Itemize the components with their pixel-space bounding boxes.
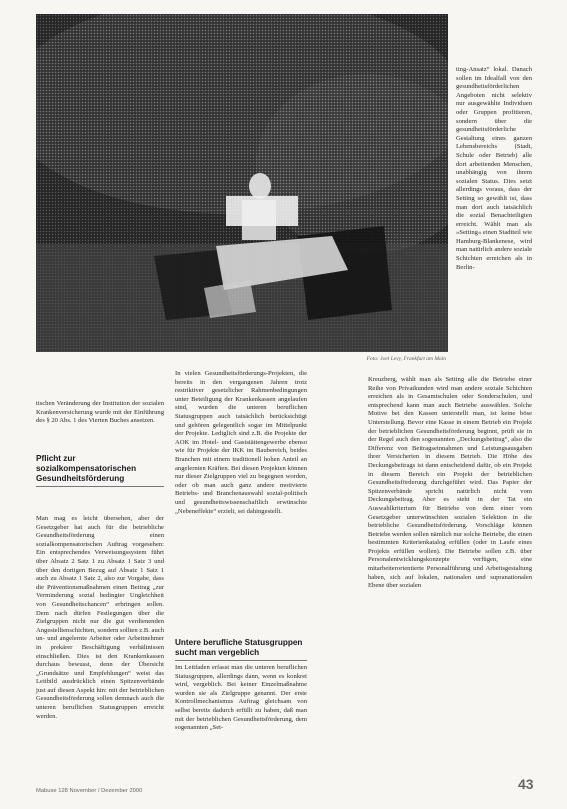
section-heading-1: Pflicht zur sozialkompensatorischen Gesundheitsförderung [36, 454, 164, 487]
column-2-body [175, 370, 307, 516]
photo-illustration [36, 14, 448, 352]
paragraph: Im Leitfaden erfasst man die unteren beruflichen Statusgruppen, allerdings dann, wenn es konkret wird, vergeblich. Bei keiner Einzelmaßnahme wurden sie als Zielgruppe genannt. Der erste Kontrollmechanismus Auftrag gleichsam von selbst bereits dadurch erfüllt zu haben, daß man mit der betrieblichen Gesundheitsförderung, dem sogenannten „Set- [175, 664, 307, 732]
photo-credit: Foto: Joel Levy, Frankfurt am Main [366, 356, 446, 362]
column-1-intro [36, 400, 164, 426]
page-number: 43 [518, 776, 534, 792]
newspaper-reader-photo [36, 14, 448, 352]
paragraph: Kreuzberg, wählt man als Setting alle die Betriebe einer Reihe von Privatkunden wird man andere soziale Schichten erreichen als in Gesamtschulen oder Sonderschulen, und entsprechend kann man auch Betriebe auswählen. Solche Motive bei den Kassen unterstellt man, ist keine böse Unterstellung. Bevor eine Kasse in einem Betrieb ein Projekt der betrieblichen Gesundheitsförderung beginnt, prüft sie in der Regel auch den sogenannten „Deckungsbeitrag“, also die Differenz von Beitragseinnahmen und Leistungsausgaben ihrer Versicherten in diesem Betrieb. Die Höhe des Deckungsbeitrags ist dann entscheidend dafür, ob ein Projekt in diesem Bereich ein Projekt der betrieblichen Gesundheitsförderung durchgeführt wird. Das Papier der Spitzenverbände spricht natürlich nicht vom Deckungsbeitrag. Aber es steht in der Tat ein Auswahlkriterium für Betriebe von dem einer vom Gesetzgeber unterwünschten sozialen Selektion in die betriebliche Gesundheitsförderung. Vorschläge können Betriebe werden sollen nämlich nur solche Betriebe, die einen bestimmten Kriterienkatalog erfüllen (oder in Laufe eines Projekts erfüllen wollen). Die Betriebe sollen z.B. über Personalentwicklungskonzepte verfügen, eine mitarbeiterorientierte Personalführung und Arbeitsgestaltung haben, sich auf lokalen, nationalen und supranationalen Ebene über sozialen [368, 376, 532, 590]
column-1-body [36, 515, 164, 721]
column-3-body [368, 376, 532, 591]
page-footer: Mabuse 128 November / Dezember 2000 [36, 788, 143, 794]
paragraph: tischen Veränderung der Institution der sozialen Krankenversicherung wurde mit der Einführung des § 20 Abs. 1 des Vierten Buches ansetzen. [36, 400, 164, 425]
section-heading-2: Untere berufliche Statusgruppen sucht man vergeblich [175, 638, 307, 661]
paragraph: ting-Ansatz“ lokal. Danach sollen im Idealfall von den gesundheitsförderlichen Angeboten nicht selektiv nur ausgewählte Individuen oder Gruppen profitieren, sondern über die gesundheitsförderliche Gestaltung eines ganzen Lebensbereichs (Stadt, Schule oder Betrieb) alle dort arbeitenden Menschen, unabhängig von ihrem sozialen Status. Dies setzt allerdings voraus, dass der Setting so gewählt ist, dass man dort auch tatsächlich die sozial Benachteiligten erreicht. Wählt man als »Setting« einen Stadtteil wie Hamburg-Blankenese, wird man natürlich andere soziale Schichten erreichen als in Berlin- [456, 66, 532, 271]
right-column-continuation [456, 66, 532, 272]
paragraph: In vielen Gesundheitsförderungs-Projekten, die bereits in den vergangenen Jahren trotz restriktiver gesetzlicher Rahmenbedingungen unter Beteiligung der Krankenkassen angelaufen sind, wurden die unteren beruflichen Statusgruppen auch tatsächlich berücksichtigt und gehören gelegentlich sogar im Mittelpunkt der Projekte. Lediglich sind z.B. die Projekte der AOK im Hotel- und Gaststättengewerbe ebenso wie für Projekte der IKK im Baubereich, beides Branchen mit einem traditionell hohen Anteil an angelernten Kräften. Bei diesen Projekten können nur dieser Zielgruppen viel zu begegnen worden, oder ob man auch ganz andere motivierte Betriebs- und Branchenauswahl sozial-politisch und gesundheitswissenschaftlich erwünschte „Nebeneffekte“ erzielt, sei dahingestellt. [175, 370, 307, 515]
paragraph: Man mag es leicht übersehen, aber der Gesetzgeber hat auch für die betriebliche Gesundheitsförderung einen sozialkompensatorischen Auftrag vorgesehen: Ein entsprechendes Verweisungssystem führt über Absatz 2 Satz 1 zu Absatz 1 Satz 3 und über den dortigen Bezug auf Absatz 1 Satz 1 auch zu Absatz 1 Satz 2, also zur Vorgabe, dass die Präventionsmaßnahmen einen Beitrag „zur Verminderung sozial bedingter Ungleichheit von Gesundheitschancen“ erbringen sollen. Dem nach dürfen Festlegungen über die Zielgruppen nicht nur die gut verdienenden Angestelltenschichten, sondern sollten z.B. auch un- und angelernte Arbeiter oder Arbeitnehmer in prekärer Beschäftigung verhältnissen einschließen. Dies ist den Krankenkassen durchaus bewusst, denn der Übersicht „Grundsätze und Empfehlungen“ weist das Leitbild ausdrücklich einen Spitzenverbände just auf diesen Aspekt hin: mit der betrieblichen Gesundheitsförderung sollen demnach auch die unteren beruflichen Statusgruppen erreicht werden. [36, 515, 164, 720]
column-2-lower [175, 664, 307, 733]
